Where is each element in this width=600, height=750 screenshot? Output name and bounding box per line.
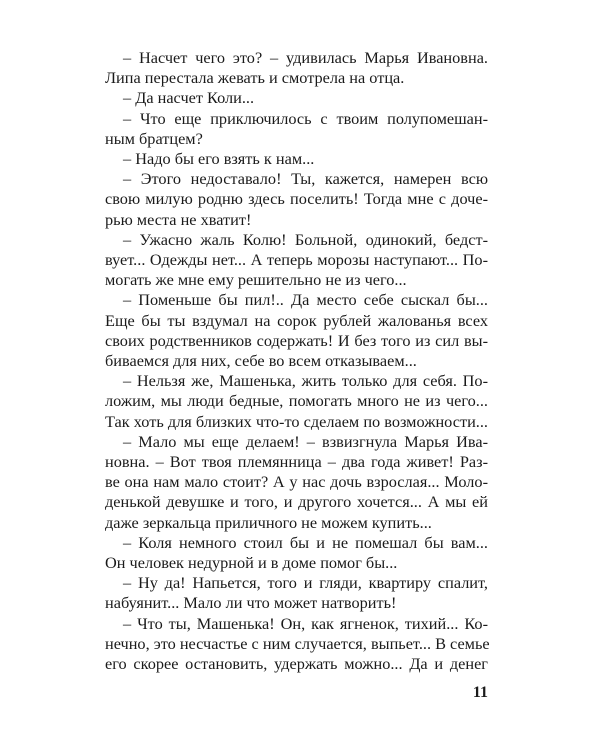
text-line: – Мало мы еще делаем! – взвизгнула Марья Ива- [123, 431, 488, 451]
text-line: ным братцем? [105, 128, 203, 148]
text-line: нечно, это несчастье с ним случается, выпьет... В семье [105, 633, 490, 653]
text-line: Еще бы ты вздумал на сорок рублей жалованья всех [105, 310, 488, 330]
text-line: – Нельзя же, Машенька, жить только для себя. По- [123, 371, 488, 391]
text-line: Так хоть для близких что-то сделаем по возможности... [105, 411, 488, 431]
text-line: даже зеркальца приличного не можем купить... [105, 512, 432, 532]
text-line: биваемся для них, себе во всем отказываем... [105, 351, 417, 370]
text-line: ве она нам мало стоит? А у нас дочь взрослая... Моло- [105, 472, 488, 492]
text-line: – Ну да! Напьется, того и гляди, квартиру спалит, [123, 573, 488, 593]
text-line: – Этого недоставало! Ты, кажется, намерен всю [123, 169, 488, 189]
text-line: денькой девушке и того, и другого хочется... А мы ей [105, 492, 488, 512]
text-line: вует... Одежды нет... А теперь морозы наступают... По- [105, 250, 488, 269]
page-number: 11 [472, 684, 488, 701]
text-line: – Что еще приключилось с твоим полупомешан- [123, 108, 488, 128]
text-line: рью места не хватит! [105, 209, 252, 229]
text-line: – Надо бы его взять к нам... [123, 149, 315, 168]
text-line: его скорее остановить, удержать можно... Да и денег [105, 654, 488, 673]
text-line: – Поменьше бы пил!.. Да место себе сыскал бы... [123, 290, 488, 310]
text-line: – Ужасно жаль Колю! Больной, одинокий, бедст- [123, 229, 488, 249]
text-line: – Да насчет Коли... [123, 88, 255, 108]
text-line: своих родственников содержать! И без того из сил вы- [105, 330, 488, 350]
text-line: свою милую родню здесь поселить! Тогда мне с доче- [105, 189, 488, 209]
text-line: Липа перестала жевать и смотрела на отца. [105, 68, 405, 88]
text-line: новна. – Вот твоя племянница – два года живет! Раз- [105, 452, 488, 471]
text-line: набуянит... Мало ли что может натворить! [105, 593, 397, 613]
text-line: – Коля немного стоил бы и не помешал бы вам... [123, 532, 488, 552]
text-line: Он человек недурной и в доме помог бы... [105, 553, 398, 572]
text-line: могать же мне ему решительно не из чего... [105, 270, 407, 290]
text-line: ложим, мы люди бедные, помогать много не из чего... [105, 391, 488, 411]
text-line: – Насчет чего это? – удивилась Марья Ивановна. [123, 48, 488, 67]
text-line: – Что ты, Машенька! Он, как ягненок, тихий... Ко- [123, 613, 488, 633]
